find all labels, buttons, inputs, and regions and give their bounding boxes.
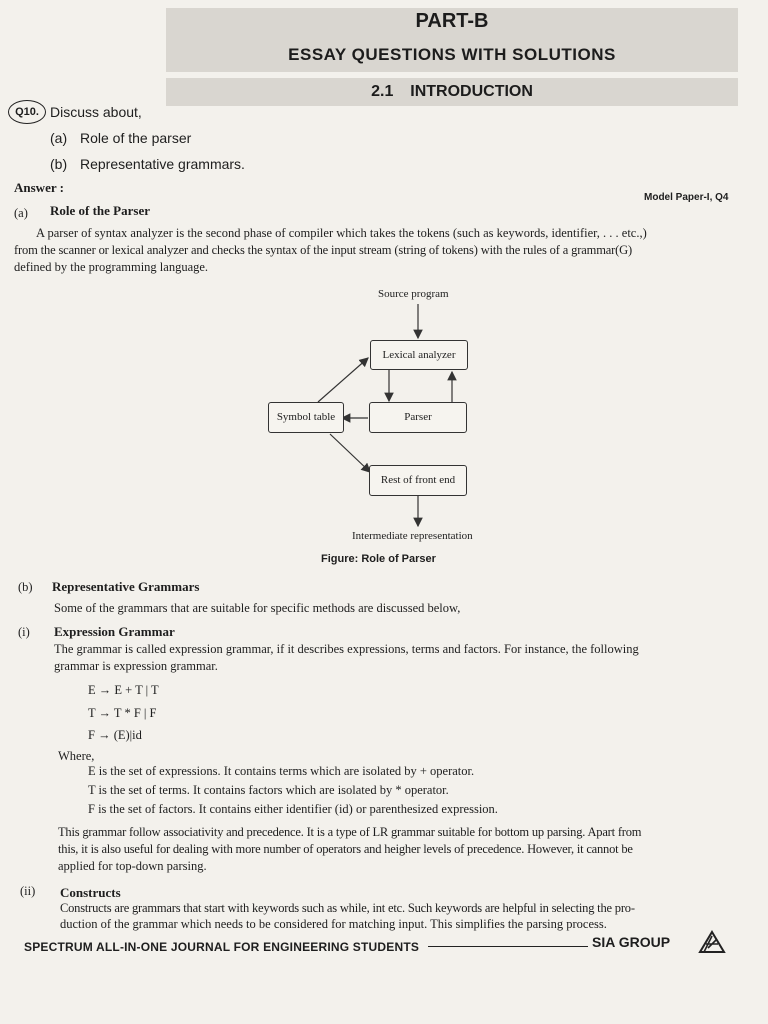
part-b-label: (b) bbox=[18, 580, 33, 594]
definition-t: T is the set of terms. It contains factors which are isolated by * operator. bbox=[88, 783, 449, 797]
parser-box: Parser bbox=[369, 402, 467, 433]
sub-i-label: (i) bbox=[18, 625, 30, 639]
footer-divider bbox=[428, 946, 588, 947]
role-paragraph-line-1: A parser of syntax analyzer is the second phase of compiler which takes the tokens (such as keywords, identifier, . . . etc.,) bbox=[36, 226, 647, 240]
question-item-b-text: Representative grammars. bbox=[80, 156, 245, 172]
closing-para-line-2: this, it is also useful for dealing with more number of operators and heigher levels of precedence. However, it cannot be bbox=[58, 842, 633, 856]
constructs-para-line-2: duction of the grammar which needs to be considered for matching input. This simplifies the parsing process. bbox=[60, 917, 607, 931]
answer-label: Answer : bbox=[14, 180, 64, 195]
expression-para-line-1: The grammar is called expression grammar, if it describes expressions, terms and factors. For instance, the following bbox=[54, 642, 639, 656]
role-paragraph-line-3: defined by the programming language. bbox=[14, 260, 209, 274]
model-paper-reference: Model Paper-I, Q4 bbox=[644, 192, 729, 203]
figure-caption: Figure: Role of Parser bbox=[321, 553, 436, 565]
symbol-to-lexical-arrow bbox=[318, 358, 368, 402]
closing-para-line-1: This grammar follow associativity and precedence. It is a type of LR grammar suitable for bottom up parsing. Apart from bbox=[58, 825, 642, 839]
section-title: INTRODUCTION bbox=[410, 83, 533, 100]
question-item-b-label: (b) bbox=[50, 156, 68, 172]
question-item-a-label: (a) bbox=[50, 130, 68, 146]
sub-ii-label: (ii) bbox=[20, 884, 36, 898]
brand-name: SIA GROUP bbox=[592, 934, 671, 950]
rest-of-front-end-box: Rest of front end bbox=[369, 465, 467, 496]
question-prompt: Discuss about, bbox=[50, 104, 142, 120]
part-b-intro: Some of the grammars that are suitable for specific methods are discussed below, bbox=[54, 601, 461, 615]
lexical-analyzer-box: Lexical analyzer bbox=[370, 340, 468, 370]
journal-name: SPECTRUM ALL-IN-ONE JOURNAL FOR ENGINEERING STUDENTS bbox=[24, 940, 420, 954]
sub-i-heading: Expression Grammar bbox=[54, 624, 175, 639]
production-f: F → (E)|id bbox=[88, 728, 142, 742]
page-title: ESSAY QUESTIONS WITH SOLUTIONS bbox=[166, 34, 738, 72]
section-number: 2.1 bbox=[371, 83, 394, 100]
constructs-para-line-1: Constructs are grammars that start with keywords such as while, int etc. Such keywords are helpful in selecting the pro- bbox=[60, 901, 635, 915]
closing-para-line-3: applied for top-down parsing. bbox=[58, 859, 207, 873]
definition-f: F is the set of factors. It contains either identifier (id) or parenthesized expression. bbox=[88, 802, 498, 816]
page-footer bbox=[22, 928, 732, 958]
role-paragraph-line-2: from the scanner or lexical analyzer and checks the syntax of the input stream (string of tokens) with the rules of a grammar(G) bbox=[14, 243, 633, 257]
part-heading: PART-B bbox=[166, 8, 738, 34]
part-b-heading: Representative Grammars bbox=[52, 579, 200, 594]
source-program-label: Source program bbox=[378, 288, 449, 300]
part-a-label: (a) bbox=[14, 206, 28, 220]
sub-ii-heading: Constructs bbox=[60, 885, 121, 900]
production-t: T → T * F | F bbox=[88, 706, 157, 720]
where-label: Where, bbox=[58, 749, 95, 763]
question-number: Q10. bbox=[8, 100, 46, 124]
production-e: E → E + T | T bbox=[88, 683, 159, 697]
question-item-a-text: Role of the parser bbox=[80, 130, 192, 146]
intermediate-representation-label: Intermediate representation bbox=[352, 530, 473, 542]
sia-logo-icon bbox=[698, 930, 726, 956]
part-a-heading: Role of the Parser bbox=[50, 203, 150, 218]
expression-para-line-2: grammar is expression grammar. bbox=[54, 659, 218, 673]
symbol-table-box: Symbol table bbox=[268, 402, 344, 433]
definition-e: E is the set of expressions. It contains terms which are isolated by + operator. bbox=[88, 764, 475, 778]
symbol-to-rest-arrow bbox=[330, 434, 370, 472]
